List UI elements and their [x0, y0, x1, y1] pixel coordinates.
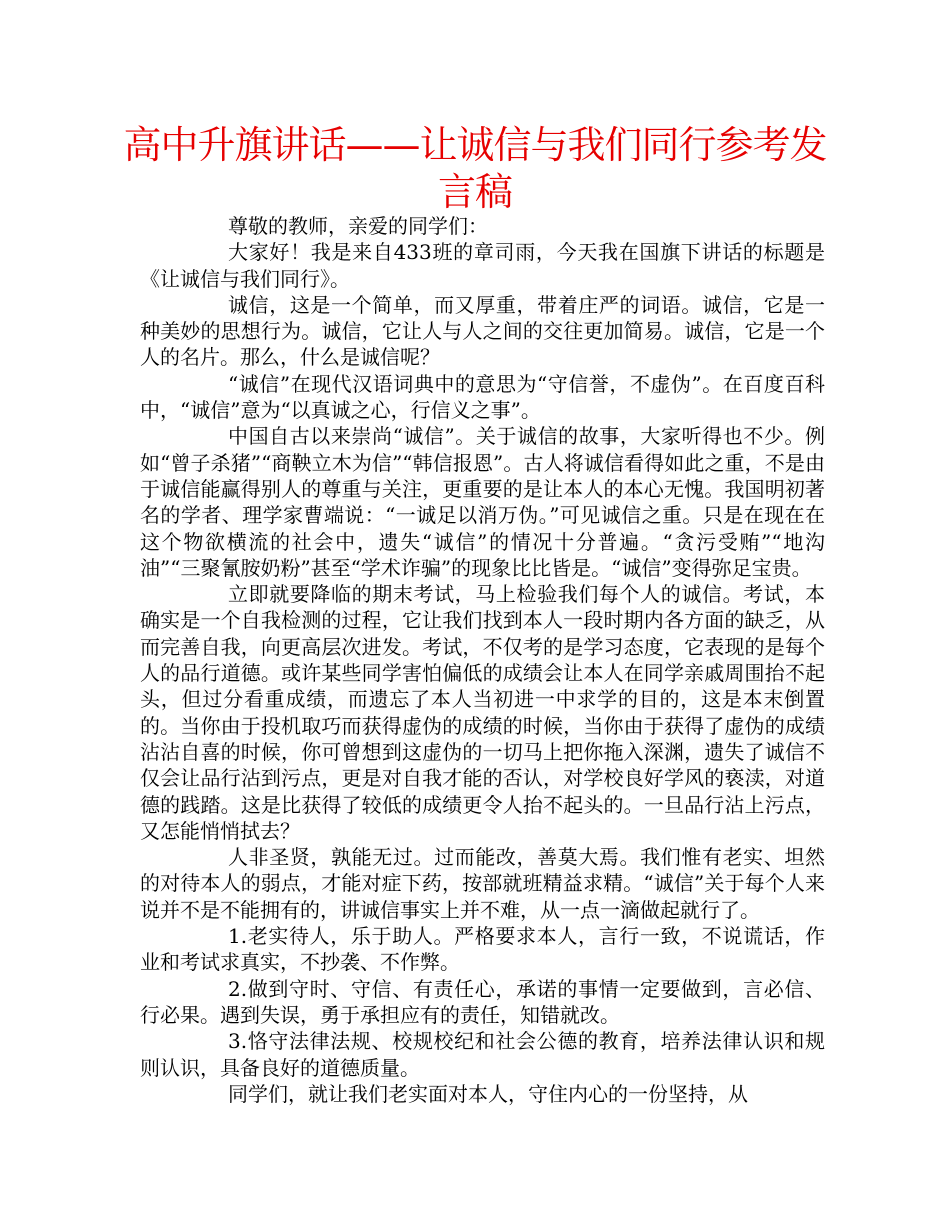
- paragraph-no-one-perfect: 人非圣贤，孰能无过。过而能改，善莫大焉。我们惟有老实、坦然的对待本人的弱点，才能对症下药，按部就班精益求精。“诚信”关于每个人来说并不是不能拥有的，讲诚信事实上并不难，从一点一滴做起就行了。: [140, 845, 825, 922]
- document-body: [140, 213, 825, 1107]
- document-title: 高中升旗讲话——让诚信与我们同行参考发言稿: [123, 123, 827, 214]
- paragraph-exam: 立即就要降临的期末考试，马上检验我们每个人的诚信。考试，本确实是一个自我检测的过程，它让我们找到本人一段时期内各方面的缺乏，从而完善自我，向更高层次进发。考试，不仅考的是学习态度，它表现的是每个人的品行道德。或许某些同学害怕偏低的成绩会让本人在同学亲戚周围抬不起头，但过分看重成绩，而遗忘了本人当初进一中求学的目的，这是本末倒置的。当你由于投机取巧而获得虚伪的成绩的时候，当你由于获得了虚伪的成绩沾沾自喜的时候，你可曾想到这虚伪的一切马上把你拖入深渊，遗失了诚信不仅会让品行沾到污点，更是对自我才能的否认，对学校良好学风的亵渎，对道德的践踏。这是比获得了较低的成绩更令人抬不起头的。一旦品行沾上污点，又怎能悄悄拭去？: [140, 582, 825, 843]
- paragraph-point-1: 1.老实待人，乐于助人。严格要求本人，言行一致，不说谎话，作业和考试求真实，不抄袭、不作弊。: [140, 924, 825, 975]
- paragraph-dictionary-meaning: “诚信”在现代汉语词典中的意思为“守信誉，不虚伪”。在百度百科中，“诚信”意为“以真诚之心，行信义之事”。: [140, 371, 825, 423]
- paragraph-history: 中国自古以来崇尚“诚信”。关于诚信的故事，大家听得也不少。例如“曾子杀猪”“商鞅立木为信”“韩信报恩”。古人将诚信看得如此之重，不是由于诚信能赢得别人的尊重与关注，更重要的是让本人的本心无愧。我国明初著名的学者、理学家曹端说：“一诚足以消万伪。”可见诚信之重。只是在现在在这个物欲横流的社会中，遗失“诚信”的情况十分普遍。“贪污受贿”“地沟油”“三聚氰胺奶粉”甚至“学术诈骗”的现象比比皆是。“诚信”变得弥足宝贵。: [140, 424, 825, 580]
- paragraph-integrity-definition: 诚信，这是一个简单，而又厚重，带着庄严的词语。诚信，它是一种美妙的思想行为。诚信，它让人与人之间的交往更加简易。诚信，它是一个人的名片。那么，什么是诚信呢？: [140, 292, 825, 370]
- paragraph-salutation: 尊敬的教师，亲爱的同学们：: [228, 214, 488, 238]
- paragraph-point-3: 3.恪守法律法规、校规校纪和社会公德的教育，培养法律认识和规则认识，具备良好的道德质量。: [140, 1029, 825, 1080]
- paragraph-closing: 同学们，就让我们老实面对本人，守住内心的一份坚持，从: [228, 1081, 748, 1106]
- paragraph-greeting: 大家好！我是来自433班的章司雨，今天我在国旗下讲话的标题是《让诚信与我们同行》。: [140, 240, 825, 291]
- paragraph-point-2: 2.做到守时、守信、有责任心，承诺的事情一定要做到，言必信、行必果。遇到失误，勇于承担应有的责任，知错就改。: [140, 976, 825, 1027]
